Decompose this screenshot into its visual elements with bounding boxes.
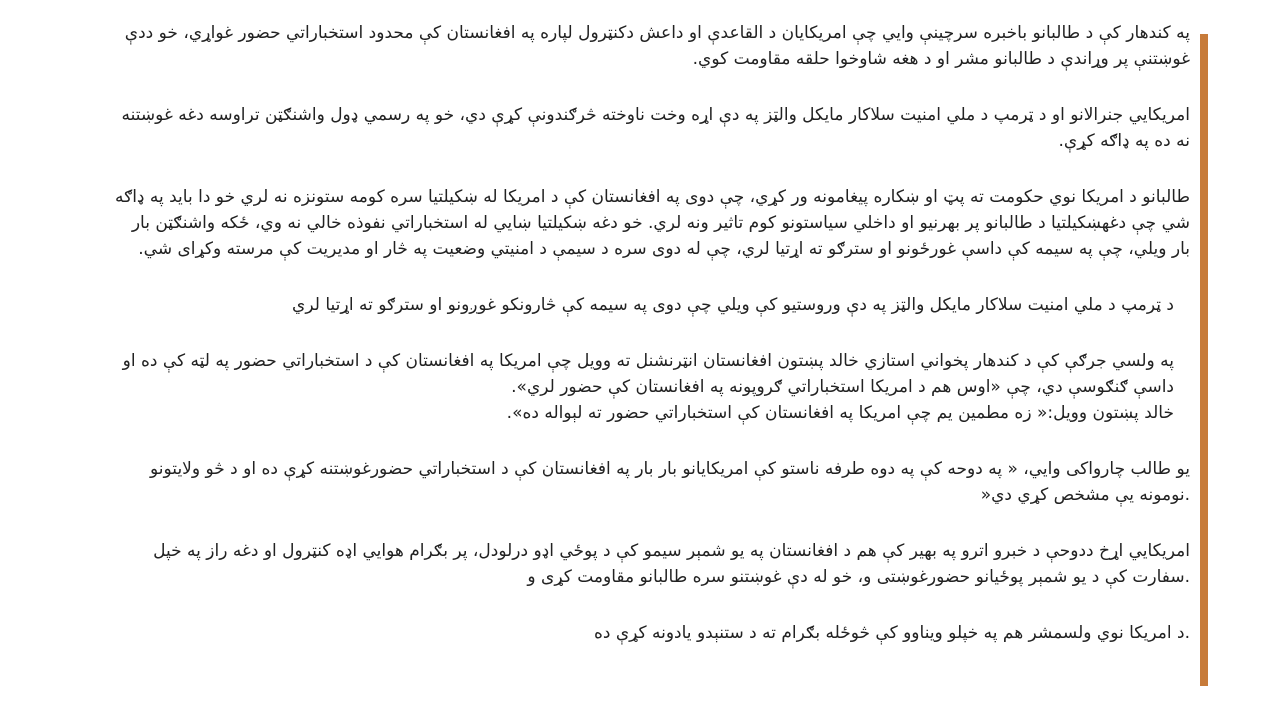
paragraph-line: .نومونه یې مشخص کړي دي« <box>980 485 1190 505</box>
paragraph-line: په کندهار کې د طالبانو باخبره سرچینې وایي چې امریکایان د القاعدې او داعش دکنټرول لپاره په افغانستان کې محدود استخباراتي حضور غواړي، خو ددې <box>124 23 1190 43</box>
paragraph-line: طالبانو د امریکا نوي حکومت ته پټ او ښکاره پیغامونه ور کړي، چې دوی په افغانستان کې د امریکا له ښکیلتیا سره کومه ستونزه نه لري خو دا باید په ډاګه <box>114 187 1190 207</box>
paragraph-line: د ټرمپ د ملي امنیت سلاکار مایکل والټز په دې وروستیو کې ویلي چې دوی په سیمه کې څارونکو غوږونو او سترګو ته اړتیا لري <box>292 295 1174 315</box>
paragraph-line: شي چې دغهښکیلتیا د طالبانو پر بهرنیو او داخلي سیاستونو کوم تاثیر ونه لري. خو دغه ښکیلتیا ښایي له استخباراتي نفوذه خالي نه وي، ځکه واشنګټن بار <box>131 213 1190 233</box>
accent-bar <box>1200 34 1208 686</box>
paragraph-6 <box>30 456 1190 508</box>
paragraph-7 <box>30 538 1190 590</box>
paragraph-line: داسې ګنګوسې دي، چې «اوس هم د امریکا استخباراتي ګروپونه په افغانستان کې حضور لري». <box>511 377 1174 397</box>
paragraph-line: په ولسي جرګې کې د کندهار پخواني استازي خالد پښتون افغانستان انټرنشنل ته وویل چې امریکا په افغانستان کې د استخباراتي حضور په لټه کې ده او <box>122 351 1174 371</box>
paragraph-3 <box>30 184 1190 262</box>
paragraph-line: امریکایي اړخ ددوحې د خبرو اترو په بهیر کې هم د افغانستان په یو شمېر سیمو کې د پوځي اډو درلودل، پر بګرام هوایي اډه کنټرول او دغه راز په خپل <box>153 541 1190 561</box>
paragraph-5 <box>30 348 1190 426</box>
paragraph-line: بار ویلي، چې په سیمه کې داسې غورځونو او سترګو ته اړتیا لري، چې له دوی سره د سیمې د امنیتي وضعیت په څار او مدیریت کې مرسته وکړای شي. <box>138 239 1190 259</box>
paragraph-line: غوښتنې پر وړاندې د طالبانو مشر او د هغه شاوخوا حلقه مقاومت کوي. <box>692 49 1190 69</box>
paragraph-1 <box>30 20 1190 72</box>
paragraph-line: .د امریکا نوي ولسمشر هم په خپلو ویناوو کې څوځله بګرام ته د ستنېدو یادونه کړې ده <box>593 623 1190 643</box>
paragraph-2 <box>30 102 1190 154</box>
paragraph-line: خالد پښتون وویل:« زه مطمین یم چې امریکا په افغانستان کې استخباراتي حضور ته لېواله ده». <box>506 403 1174 423</box>
paragraph-4 <box>30 292 1190 318</box>
paragraph-line: امریکایي جنرالانو او د ټرمپ د ملي امنیت سلاکار مایکل والټز په دې اړه وخت ناوخته څرګندونې کړې دي، خو په رسمي ډول واشنګټن تراوسه دغه غوښتنه <box>121 105 1190 125</box>
paragraph-8 <box>30 620 1190 646</box>
article-body <box>30 20 1190 676</box>
paragraph-line: .سفارت کې د یو شمېر پوځیانو حضورغوښتی و، خو له دې غوښتنو سره طالبانو مقاومت کړی و <box>527 567 1190 587</box>
paragraph-line: نه ده په ډاګه کړې. <box>1058 131 1190 151</box>
paragraph-line: یو طالب چارواکی وایي، « په دوحه کې په دوه طرفه ناستو کې امریکایانو بار بار په افغانستان کې د استخباراتي حضورغوښتنه کړې ده او د څو ولایتونو <box>150 459 1190 479</box>
